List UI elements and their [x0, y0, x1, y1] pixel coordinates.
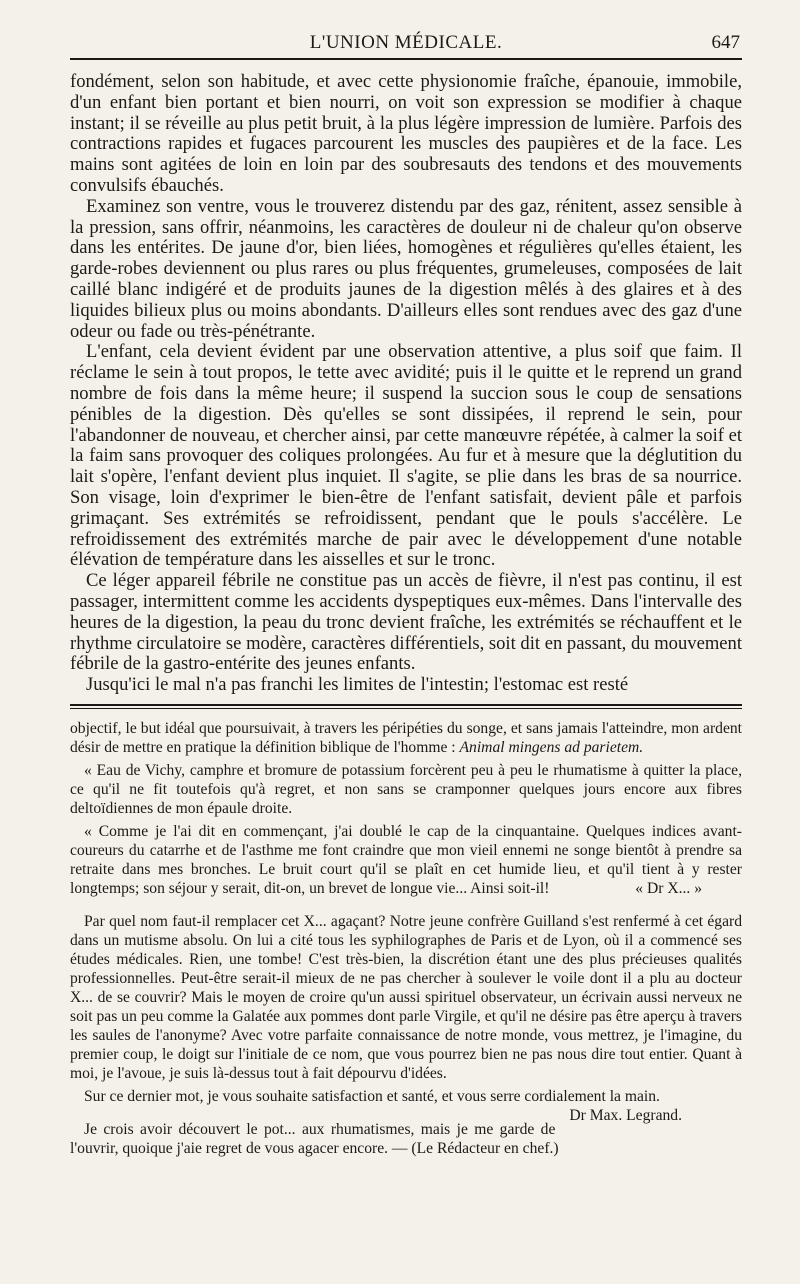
paragraph-3: L'enfant, cela devient évident par une observation attentive, a plus soif que faim. Il réclame le sein à tout propos, le tette avec avidité; puis il le quitte et le reprend un grand nombre de fois dans la même heure; il suspend la succion sous le coup de sensations pénibles de la digestion. Dès qu'elles se sont dissipées, il reprend le sein, pour l'abandonner de nouveau, et chercher ainsi, par cette manœuvre répétée, à calmer la soif et la faim sans provoquer des coliques prolongées. Au fur et à mesure que la déglutition du lait s'opère, l'enfant devient plus inquiet. Il s'agite, se plie dans les bras de sa nourrice. Son visage, loin d'exprimer le bien-être de l'enfant satisfait, devient pâle et parfois grimaçant. Ses extrémités se refroidissent, pendant que le pouls s'accélère. Le refroidissement des extrémités marche de pair avec le développement d'une notable élévation de température dans les aisselles et sur le tronc. [70, 341, 742, 571]
note-6: Je crois avoir découvert le pot... aux rhumatismes, mais je me garde de l'ouvrir, quoique j'aie regret de vous agacer encore. — (Le Rédacteur en chef.) [70, 1120, 559, 1157]
paragraph-4: Ce léger appareil fébrile ne constitue pas un accès de fièvre, il n'est pas continu, il est passager, intermittent comme les accidents dyspeptiques eux-mêmes. Dans l'intervalle des heures de la digestion, la peau du tronc devient fraîche, les extrémités se réchauffent et le rhythme circulatoire se modère, caractères différentiels, soit dit en passant, du mouvement fébrile de la gastro-entérite des jeunes enfants. [70, 570, 742, 675]
note-2: « Eau de Vichy, camphre et bromure de potassium forcèrent peu à peu le rhumatisme à quitter la place, ce qu'il ne fit toutefois qu'à regret, et non sans se cramponner quelques jours encore aux fibres deltoïdiennes de mon épaule droite. [70, 761, 742, 817]
spacer [70, 902, 742, 912]
paragraph-2: Examinez son ventre, vous le trouverez distendu par des gaz, rénitent, assez sensible à la pression, sans offrir, néanmoins, les caractères de douleur ni de chaleur qu'on observe dans les entérites. De jaune d'or, bien liées, homogènes et régulières qu'elles étaient, les garde-robes deviennent ou plus rares ou plus fréquentes, grumeleuses, composées de lait caillé blanc indigéré et de produits jaunes de la digestion mêlés à des glaires et à des liquides bilieux plus ou moins abondants. D'ailleurs elles sont rendues avec des gaz d'une odeur ou fade ou très-pénétrante. [70, 195, 742, 342]
note-5-text: Sur ce dernier mot, je vous souhaite satisfaction et santé, et vous serre cordialement la main. [84, 1087, 660, 1105]
journal-title: L'UNION MÉDICALE. [309, 32, 503, 53]
paragraph-1: fondément, selon son habitude, et avec cette physionomie fraîche, épanouie, immobile, d'un enfant bien portant et bien nourri, on voit son expression se modifier à chaque instant; il se réveille au plus petit bruit, à la plus légère impression de lumière. Parfois des contractions rapides et fugaces parcourent les muscles des paupières et de la face. Les mains sont agitées de loin en loin par des soubresauts des tendons et des mouvements convulsifs ébauchés. [70, 71, 742, 196]
journal-page [70, 26, 742, 1266]
page-header [70, 26, 742, 60]
note-5-signature: Dr Max. Legrand. [569, 1106, 682, 1124]
note-3 [70, 822, 742, 898]
section-divider [70, 704, 742, 709]
note-3-signature: « Dr X... » [635, 879, 702, 897]
note-1-latin: Animal mingens ad parietem. [459, 738, 644, 756]
main-text [70, 72, 742, 696]
letter-text [70, 719, 742, 1158]
paragraph-5: Jusqu'ici le mal n'a pas franchi les limites de l'intestin; l'estomac est resté [86, 674, 629, 696]
note-4: Par quel nom faut-il remplacer cet X... agaçant? Notre jeune confrère Guilland s'est renfermé à cet égard dans un mutisme absolu. On lui a cité tous les syphilographes de Paris et de Lyon, où il a commencé ses études médicales. Rien, une tombe! C'est très-bien, la discrétion étant une des plus précieuses qualités professionnelles. Peut-être serait-il mieux de ne pas chercher à soulever le voile dont il a plu au docteur X... de se couvrir? Mais le moyen de croire qu'un aussi spirituel observateur, un écrivain aussi nerveux ne soit pas un peu comme la Galatée aux pommes dont parle Virgile, et qu'il ne désire pas être aperçu à travers les saules de l'anonyme? Avec votre parfaite connaissance de notre monde, vous mettrez, je l'imagine, du premier coup, le doigt sur l'initiale de ce nom, que vous pourrez bien ne pas nous dire tout entier. Quant à moi, je l'avoue, je suis là-dessus tout à fait dépourvu d'idées. [70, 912, 742, 1082]
note-5 [70, 1087, 742, 1124]
note-3-text: « Comme je l'ai dit en commençant, j'ai doublé le cap de la cinquantaine. Quelques indices avant-coureurs du catarrhe et de l'asthme me font craindre que mon vieil ennemi ne songe bientôt à prendre sa retraite dans mes bronches. Le bruit court qu'il se plaît en cet humide lieu, et qu'il tient à y rester longtemps; son séjour y serait, dit-on, un brevet de longue vie... Ainsi soit-il! [70, 822, 742, 897]
note-1 [70, 719, 742, 757]
note-1-text: objectif, le but idéal que poursuivait, à travers les péripéties du songe, et sans jamais l'atteindre, mon ardent désir de mettre en pratique la définition biblique de l'homme : [70, 719, 742, 756]
page-number: 647 [711, 32, 740, 53]
